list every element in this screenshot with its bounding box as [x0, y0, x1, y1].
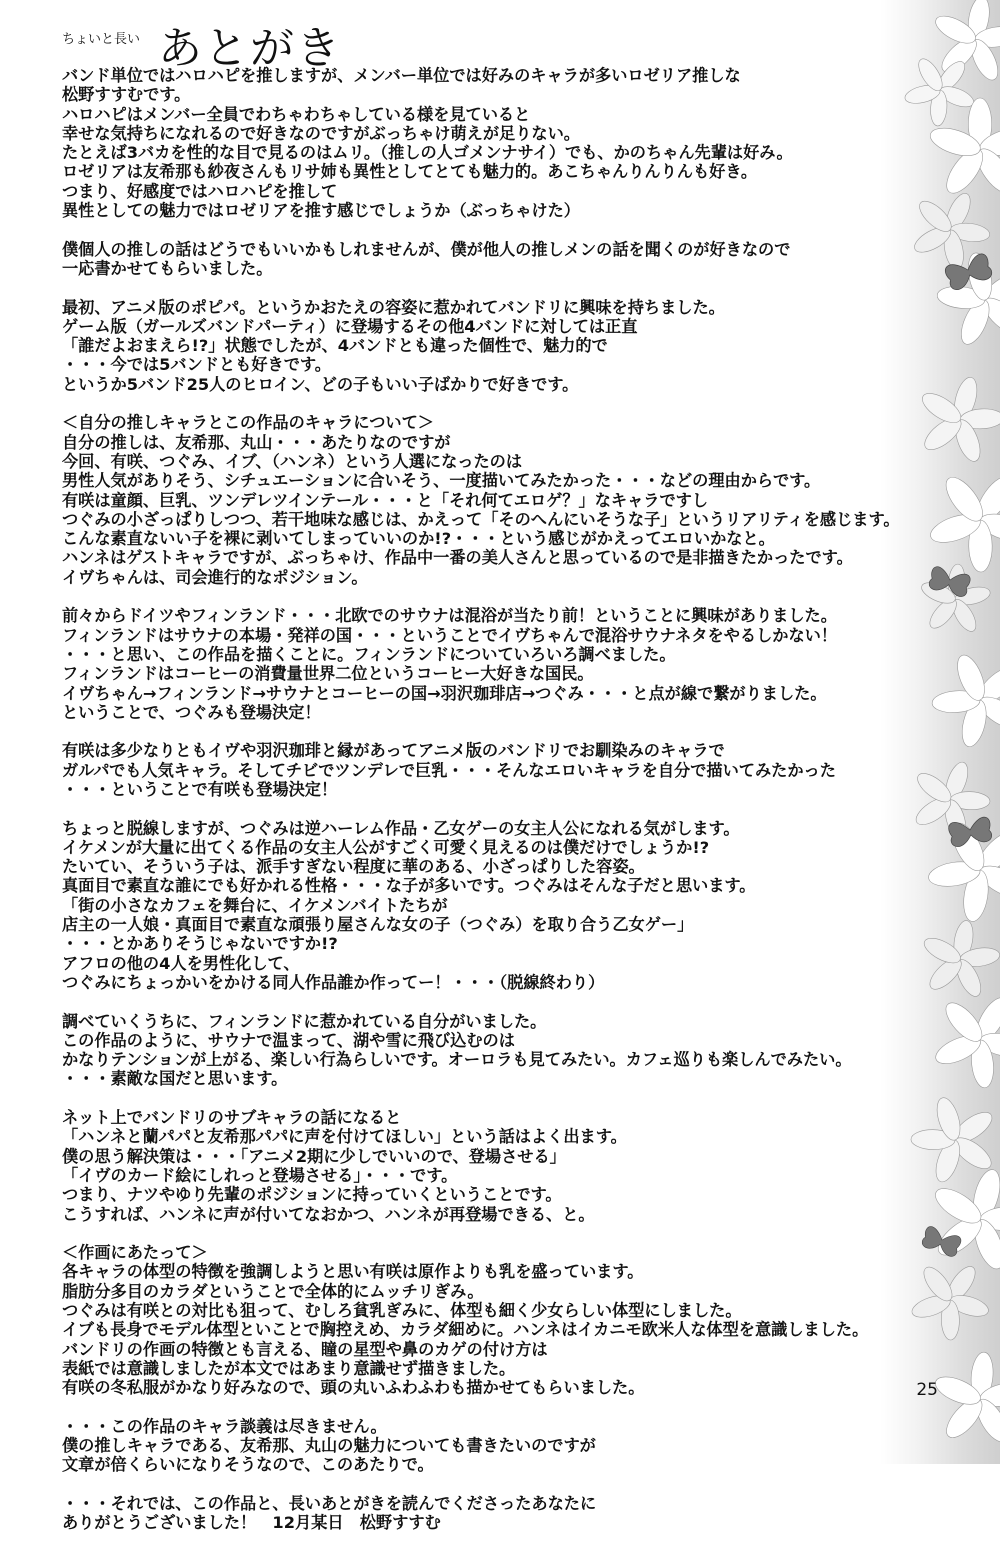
paragraph [62, 298, 962, 394]
text-line: 最初、アニメ版のポピパ。というかおたえの容姿に惹かれてバンドリに興味を持ちました。 [62, 297, 725, 317]
paragraph [62, 1243, 962, 1397]
text-line: つぐみは有咲との対比も狙って、むしろ貧乳ぎみに、体型も細く少女らしい体型にしました。 [62, 1301, 742, 1320]
text-line: 男性人気がありそう、シチュエーションに合いそう、一度描いてみたかった・・・などの理由からです。 [62, 471, 821, 491]
text-line: ・・・ということで有咲も登場決定！ [62, 779, 338, 799]
text-line: ・・・今では5バンドとも好きです。 [62, 355, 331, 375]
text-line: 一応書かせてもらいました。 [62, 258, 273, 278]
page-title: あとがき [158, 23, 342, 74]
paragraph [62, 606, 962, 722]
text-line: ロゼリアは友希那も紗夜さんもリサ姉も異性としてとても魅力的。あこちゃんりんりんも好き。 [62, 162, 758, 182]
text-line: こんな素直ないい子を裸に剥いてしまっていいのか!?・・・という感じがかえってエロいかなと。 [62, 529, 775, 549]
text-line: 自分の推しは、友希那、丸山・・・あたりなのですが [62, 432, 451, 452]
text-line: 僕の思う解決策は・・・「アニメ2期に少しでいいので、登場させる」 [62, 1146, 566, 1166]
text-line: ありがとうございました！ 12月某日 松野すすむ [62, 1513, 441, 1533]
paragraph [62, 1108, 962, 1224]
text-line: つぐみの小ざっぱりしつつ、若干地味な感じは、かえって「そのへんにいそうな子」というリアリティを感じます。 [62, 509, 900, 529]
text-line: イケメンが大量に出てくる作品の女主人公がすごく可愛く見えるのは僕だけでしょうか!? [62, 837, 710, 857]
text-line: ・・・と思い、この作品を描くことに。フィンランドについていろいろ調べました。 [62, 644, 676, 664]
text-line: ゲーム版（ガールズバンドパーティ）に登場するその他4バンドに対しては正直 [62, 316, 638, 336]
text-line: ・・・とかありそうじゃないですか!? [62, 934, 338, 954]
text-line: ちょっと脱線しますが、つぐみは逆ハーレム作品・乙女ゲーの女主人公になれる気がします。 [62, 818, 740, 838]
text-line: 松野すすむです。 [62, 85, 191, 105]
text-line: ということで、つぐみも登場決定！ [62, 702, 321, 722]
text-line: 「ハンネと蘭パパと友希那パパに声を付けてほしい」という話はよく出ます。 [62, 1127, 627, 1147]
text-line: 有咲は多少なりともイヴや羽沢珈琲と縁があってアニメ版のバンドリでお馴染みのキャラで [62, 741, 725, 761]
text-line: 店主の一人娘・真面目で素直な頑張り屋さんな女の子（つぐみ）を取り合う乙女ゲー」 [62, 915, 694, 935]
text-line: 各キャラの体型の特徴を強調しようと思い有咲は原作よりも乳を盛っています。 [62, 1262, 644, 1282]
text-line: イヴちゃん→フィンランド→サウナとコーヒーの国→羽沢珈琲店→つぐみ・・・と点が線で繋がりました。 [62, 683, 827, 703]
header-subtitle: ちょいと長い [62, 32, 141, 47]
text-line: ハロハピはメンバー全員でわちゃわちゃしている様を見ていると [62, 104, 531, 124]
paragraph [62, 1417, 962, 1475]
text-line: 調べていくうちに、フィンランドに惹かれている自分がいました。 [62, 1011, 547, 1031]
text-line: ・・・素敵な国だと思います。 [62, 1069, 288, 1089]
text-line: 真面目で素直な誰にでも好かれる性格・・・な子が多いです。つぐみはそんな子だと思います。 [62, 876, 756, 896]
text-line: つぐみにちょっかいをかける同人作品誰か作ってー！・・・（脱線終わり） [62, 972, 605, 992]
text-line: つまり、好感度ではハロハピを推して [62, 181, 338, 201]
text-line: アフロの他の4人を男性化して、 [62, 953, 300, 973]
text-line: 「イヴのカード絵にしれっと登場させる」・・・です。 [62, 1165, 458, 1185]
text-line: ガルパでも人気キャラ。そしてチビでツンデレで巨乳・・・そんなエロいキャラを自分で描いてみたかった [62, 760, 836, 780]
text-line: ＜自分の推しキャラとこの作品のキャラについて＞ [62, 413, 434, 433]
text-line: 有咲は童顔、巨乳、ツンデレツインテール・・・と「それ何てエロゲ？」なキャラですし [62, 490, 709, 510]
page-number: 25 [916, 1380, 938, 1400]
paragraph [62, 240, 962, 279]
text-line: 文章が倍くらいになりそうなので、このあたりで。 [62, 1455, 434, 1475]
text-line: イブも長身でモデル体型といことで胸控えめ、カラダ細めに。ハンネはイカニモ欧米人な体型を意識しました。 [62, 1320, 869, 1340]
text-line: 「街の小さなカフェを舞台に、イケメンバイトたちが [62, 895, 448, 915]
text-line: ＜作画にあたって＞ [62, 1243, 208, 1263]
text-line: 前々からドイツやフィンランド・・・北欧でのサウナは混浴が当たり前！ということに興味がありました。 [62, 606, 837, 626]
text-line: かなりテンションが上がる、楽しい行為らしいです。オーロラも見てみたい。カフェ巡りも楽しんでみたい。 [62, 1050, 852, 1070]
text-line: フィンランドはサウナの本場・発祥の国・・・ということでイヴちゃんで混浴サウナネタをやるしかない！ [62, 625, 838, 645]
text-line: 幸せな気持ちになれるので好きなのですがぶっちゃけ萌えが足りない。 [62, 123, 580, 143]
paragraph [62, 413, 962, 587]
text-line: 「誰だよおまえら!?」状態でしたが、4バンドとも違った個性で、魅力的で [62, 336, 608, 356]
text-line: イヴちゃんは、司会進行的なポジション。 [62, 567, 368, 587]
text-line: たいてい、そういう子は、派手すぎない程度に華のある、小ざっぱりした容姿。 [62, 857, 645, 877]
paragraph [62, 741, 962, 799]
text-line: 表紙では意識しましたが本文ではあまり意識せず描きました。 [62, 1358, 516, 1378]
text-line: ネット上でバンドリのサブキャラの話になると [62, 1108, 402, 1128]
text-line: というか5バンド25人のヒロイン、どの子もいい子ばかりで好きです。 [62, 374, 579, 394]
text-line: こうすれば、ハンネに声が付いてなおかつ、ハンネが再登場できる、と。 [62, 1204, 595, 1224]
text-line: ハンネはゲストキャラですが、ぶっちゃけ、作品中一番の美人さんと思っているので是非描きたかったです。 [62, 548, 853, 568]
text-line: この作品のように、サウナで温まって、湖や雪に飛び込むのは [62, 1030, 515, 1050]
text-line: バンド単位ではハロハピを推しますが、メンバー単位では好みのキャラが多いロゼリア推しな [62, 66, 741, 85]
text-line: 脂肪分多目のカラダということで全体的にムッチリぎみ。 [62, 1281, 484, 1301]
paragraph [62, 66, 962, 220]
text-line: バンドリの作画の特徴とも言える、瞳の星型や鼻のカゲの付け方は [62, 1339, 548, 1359]
text-line: 僕個人の推しの話はどうでもいいかもしれませんが、僕が他人の推しメンの話を聞くのが好きなので [62, 239, 791, 259]
text-line: 僕の推しキャラである、友希那、丸山の魅力についても書きたいのですが [62, 1436, 596, 1456]
paragraph [62, 1012, 962, 1089]
text-line: つまり、ナツやゆり先輩のポジションに持っていくということです。 [62, 1185, 562, 1205]
text-line: フィンランドはコーヒーの消費量世界二位というコーヒー大好きな国民。 [62, 664, 594, 684]
text-line: 今回、有咲、つぐみ、イブ、（ハンネ）という人選になったのは [62, 451, 523, 471]
text-line: ・・・この作品のキャラ談義は尽きません。 [62, 1416, 387, 1436]
paragraph [62, 819, 962, 993]
afterword-body [62, 66, 962, 1552]
text-line: ・・・それでは、この作品と、長いあとがきを読んでくださったあなたに [62, 1493, 597, 1513]
text-line: 異性としての魅力ではロゼリアを推す感じでしょうか（ぶっちゃけた） [62, 201, 580, 221]
text-line: たとえば3バカを性的な目で見るのはムリ。（推しの人ゴメンナサイ）でも、かのちゃん先輩は好み。 [62, 143, 793, 163]
text-line: 有咲の冬私服がかなり好みなので、頭の丸いふわふわも描かせてもらいました。 [62, 1378, 645, 1398]
paragraph [62, 1494, 962, 1533]
